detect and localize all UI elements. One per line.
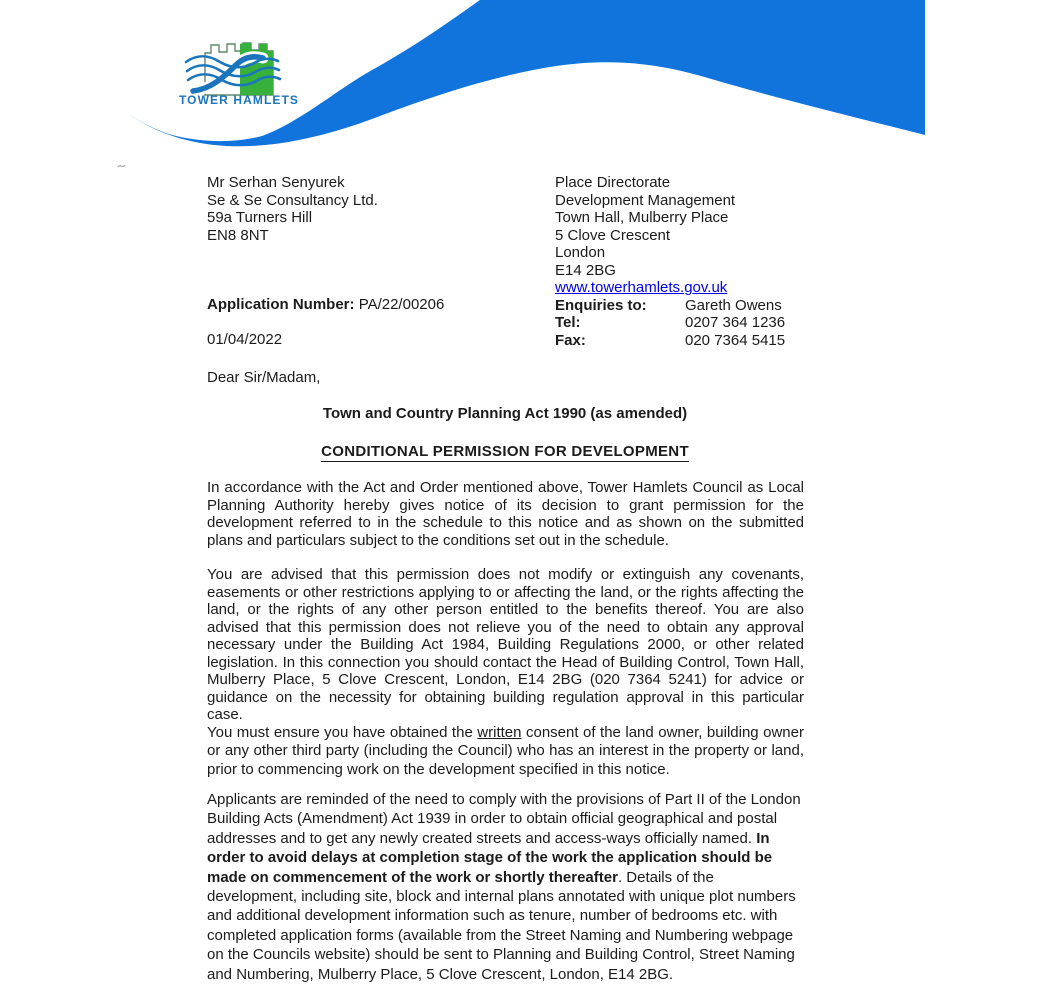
application-number-label: Application Number: [207,296,355,313]
contact-label: Tel: [555,314,581,331]
address-line: Se & Se Consultancy Ltd. [207,191,378,209]
application-number [207,296,444,314]
contact-value: 020 7364 5415 [685,331,786,349]
website-link[interactable]: www.towerhamlets.gov.uk [555,279,728,296]
tower-hamlets-logo [179,43,299,107]
sender-address-line: Town Hall, Mulberry Place [555,209,729,226]
letter-date: 01/04/2022 [207,331,283,348]
letterhead-graphic [0,0,1057,175]
salutation: Dear Sir/Madam, [207,369,321,386]
body-paragraph-2: You are advised that this permission does not modify or extinguish any covenants, easements or other restrictions applying to or affecting the land, or the rights affecting the land, or the rights of any other person entitled to the benefits thereof. You are also advised that this permission does not relieve you of the need to obtain any approval necessary under the Building Act 1984, Building Regulations 2000, or other related legislation. In this connection you should contact the Head of Building Control, Town Hall, Mulberry Place, 5 Clove Crescent, London, E14 2BG (020 7364 5241) for advice or guidance on the necessity for obtaining building regulation approval in this particular case. [207,566,804,723]
body-paragraph-1: In accordance with the Act and Order mentioned above, Tower Hamlets Council as Local Planning Authority hereby gives notice of its decision to grant permission for the development referred to in the schedule to this notice and as shown on the submitted plans and particulars subject to the conditions set out in the schedule. [207,479,804,549]
address-line: EN8 8NT [207,226,269,244]
sender-address-line: 5 Clove Crescent [555,226,671,244]
recipient-address [207,174,378,244]
contact-label: Fax: [555,331,586,349]
body-paragraph-3: You must ensure you have obtained the written consent of the land owner, building owner or any other third party (including the Council) who has an interest in the property or land, prior to commencing work on the development specified in this notice. [207,724,804,778]
contact-row [555,297,785,315]
sender-address-line: London [555,244,606,261]
application-number-value: PA/22/00206 [358,296,445,313]
stray-scan-mark: ~ [115,157,127,176]
address-line: 59a Turners Hill [207,209,313,226]
contact-row [555,314,785,332]
address-line: Mr Serhan Senyurek [207,174,345,191]
contact-label: Enquiries to: [555,296,647,314]
contact-value: Gareth Owens [685,296,782,314]
decision-heading [207,443,803,460]
sender-address-line: Development Management [555,191,736,209]
sender-address [555,174,785,349]
act-heading: Town and Country Planning Act 1990 (as amended) [322,405,688,422]
sender-address-line: E14 2BG [555,261,616,279]
decision-heading-text: CONDITIONAL PERMISSION FOR DEVELOPMENT [321,443,689,460]
body-paragraph-4: Applicants are reminded of the need to comply with the provisions of Part II of the London Building Acts (Amendment) Act 1939 in order to obtain official geographical and postal addresses and to get any newly created streets and access-ways officially named. In order to avoid delays at completion stage of the work the application should be made on commencement of the work or shortly thereafter. Details of the development, including site, block and internal plans annotated with unique plot numbers and additional development information such as tenure, number of bedrooms etc. with completed application forms (available from the Street Naming and Numbering webpage on the Councils website) should be sent to Planning and Building Control, Street Naming and Numbering, Mulberry Place, 5 Clove Crescent, London, E14 2BG. [207,791,801,983]
logo-wordmark: TOWER HAMLETS [178,93,300,107]
contact-value: 0207 364 1236 [685,314,786,331]
contact-row [555,332,785,350]
sender-address-line: Place Directorate [555,174,671,191]
